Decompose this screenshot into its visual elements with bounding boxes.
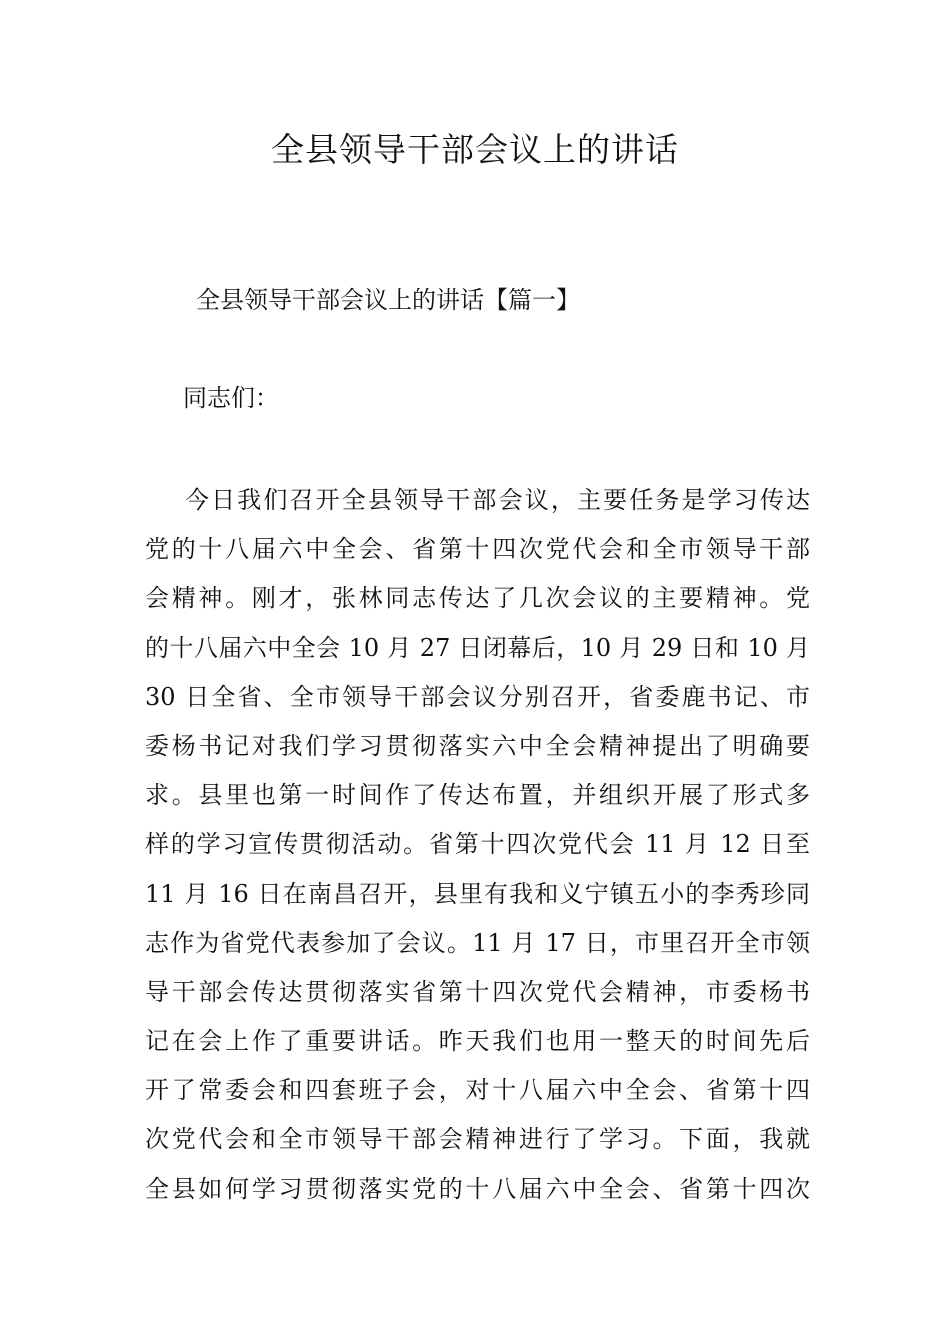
body-paragraph bbox=[145, 476, 810, 1214]
paragraph-line: 今日我们召开全县领导干部会议，主要任务是学习传达 bbox=[185, 486, 810, 514]
section-heading: 全县领导干部会议上的讲话【篇一】 bbox=[196, 286, 580, 314]
paragraph-line: 党的十八届六中全会、省第十四次党代会和全市领导干部 bbox=[145, 535, 810, 564]
paragraph-line: 会精神。刚才，张林同志传达了几次会议的主要精神。党 bbox=[145, 584, 810, 613]
salutation: 同志们： bbox=[183, 384, 279, 412]
paragraph-line: 求。县里也第一时间作了传达布置，并组织开展了形式多 bbox=[145, 781, 810, 810]
paragraph-line: 委杨书记对我们学习贯彻落实六中全会精神提出了明确要 bbox=[145, 731, 810, 760]
paragraph-line: 导干部会传达贯彻落实省第十四次党代会精神，市委杨书 bbox=[145, 977, 810, 1006]
paragraph-line: 记在会上作了重要讲话。昨天我们也用一整天的时间先后 bbox=[145, 1027, 810, 1056]
paragraph-line: 全县如何学习贯彻落实党的十八届六中全会、省第十四次 bbox=[145, 1174, 810, 1203]
paragraph-line: 次党代会和全市领导干部会精神进行了学习。下面，我就 bbox=[145, 1125, 810, 1154]
paragraph-line: 的十八届六中全会 10 月 27 日闭幕后，10 月 29 日和 10 月 bbox=[145, 633, 810, 662]
document-title: 全县领导干部会议上的讲话 bbox=[271, 130, 679, 169]
paragraph-line: 志作为省党代表参加了会议。11 月 17 日，市里召开全市领 bbox=[145, 928, 810, 957]
paragraph-line: 30 日全省、全市领导干部会议分别召开，省委鹿书记、市 bbox=[145, 682, 810, 711]
paragraph-line: 样的学习宣传贯彻活动。省第十四次党代会 11 月 12 日至 bbox=[145, 830, 810, 859]
paragraph-line: 开了常委会和四套班子会，对十八届六中全会、省第十四 bbox=[145, 1076, 810, 1105]
paragraph-line: 11 月 16 日在南昌召开，县里有我和义宁镇五小的李秀珍同 bbox=[145, 879, 810, 908]
